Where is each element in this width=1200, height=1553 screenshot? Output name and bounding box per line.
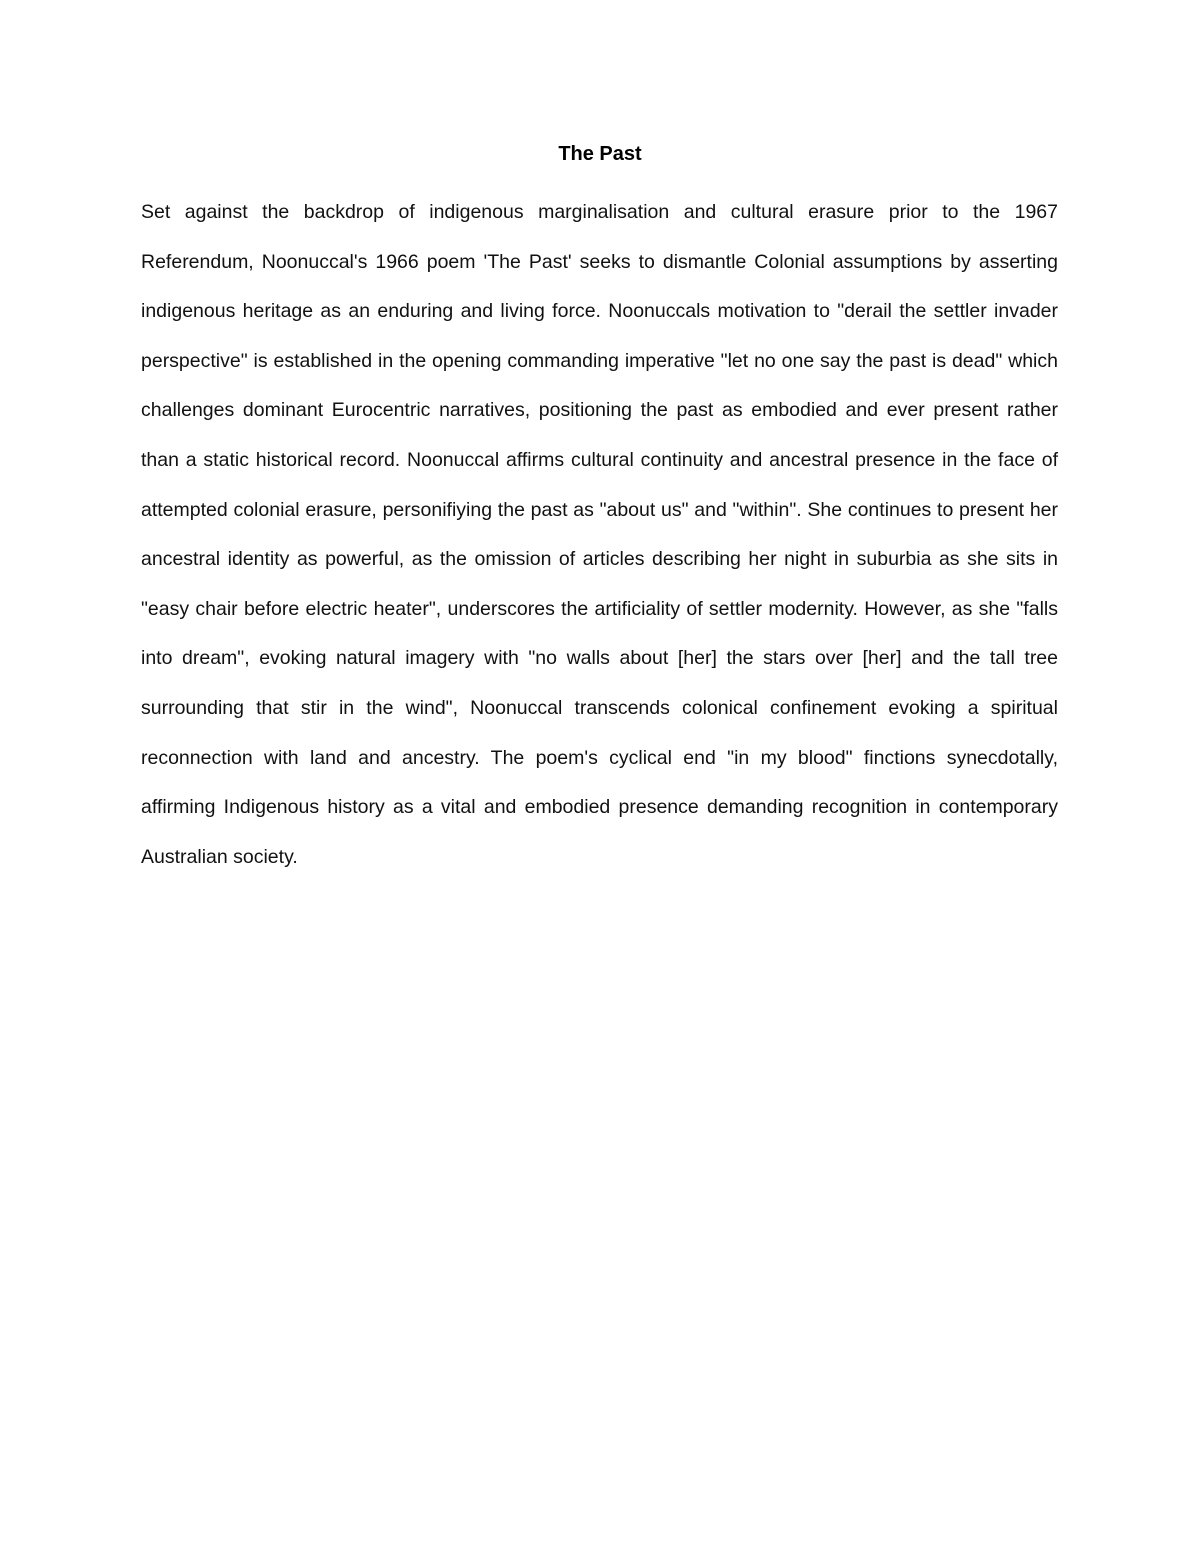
document-title: The Past [558,143,642,165]
body-paragraph: Set against the backdrop of indigenous marginalisation and cultural erasure prior to the 1967 Referendum, Noonuccal's 1966 poem 'The Past' seeks to dismantle Colonial assumptions by asserting indigenous heritage as an enduring and living force. Noonuccals motivation to "derail the settler invader perspective" is established in the opening commanding imperative "let no one say the past is dead" which challenges dominant Eurocentric narratives, positioning the past as embodied and ever present rather than a static historical record. Noonuccal affirms cultural continuity and ancestral presence in the face of attempted colonial erasure, personifiying the past as "about us" and "within". She continues to present her ancestral identity as powerful, as the omission of articles describing her night in suburbia as she sits in "easy chair before electric heater", underscores the artificiality of settler modernity. However, as she "falls into dream", evoking natural imagery with "no walls about [her] the stars over [her] and the tall tree surrounding that stir in the wind", Noonuccal transcends colonical confinement evoking a spiritual reconnection with land and ancestry. The poem's cyclical end "in my blood" finctions synecdotally, affirming Indigenous history as a vital and embodied presence demanding recognition in contemporary Australian society. [141,201,1058,868]
